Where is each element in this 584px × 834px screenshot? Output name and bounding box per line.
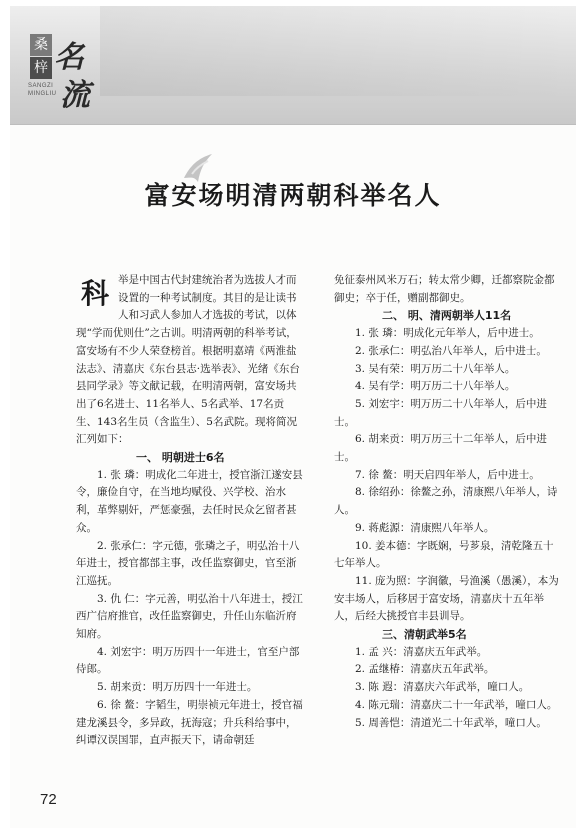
article-title: 富安场明清两朝科举名人: [144, 181, 442, 210]
list-item: 5. 刘宏宇：明万历二十八年举人，后中进士。: [334, 397, 547, 428]
column-english-line-2: MINGLIU: [28, 91, 57, 97]
list-item: 3. 仇 仁：字元善，明弘治十八年进士，授江西广信府推官，改任监察御史，升任山东临沂府知府。: [76, 592, 303, 641]
list-item: 3. 陈 遐：清嘉庆六年武举，噇口人。: [355, 681, 530, 694]
column-logo: [30, 34, 52, 80]
list-item: 6. 胡来贡：明万历三十二年举人，后中进士。: [334, 433, 547, 464]
list-item: 2. 张承仁：字元德，张璘之子，明弘治十八年进士，授官都部主事，改任监察御史，官至浙江巡抚。: [76, 539, 300, 587]
drop-cap: 科: [80, 277, 109, 310]
list-item: 10. 姜本德：字既娴，号芗泉，清乾隆五十七年举人。: [334, 539, 554, 570]
list-item: 4. 吴有学：明万历二十八年举人。: [355, 380, 516, 393]
section-heading-ming-jinshi: 一、 明朝进士6名: [136, 451, 225, 465]
list-item: 5. 周善恺：清道光二十年武举，噇口人。: [355, 716, 547, 729]
list-item: 3. 吴有荣：明万历二十八年举人。: [355, 362, 516, 375]
list-item: 11. 庞为照：字润徽，号渔溪（愚溪），本为安丰场人，后移居于富安场，清嘉庆十五年举人，后经大挑授官丰县训导。: [334, 574, 559, 623]
list-item: 7. 徐 鳌：明天启四年举人，后中进士。: [355, 468, 540, 481]
list-item: 8. 徐绍孙：徐鳌之孙，清康熙八年举人，诗人。: [334, 486, 558, 517]
intro-text: 举是中国古代封建统治者为选拔人才而设置的一种考试制度。其目的是让读书人和习武人参加人才选拔的考试，以体现“学而优则仕”之古训。明清两朝的科举考试，富安场有不少人荣登榜首。根据明嘉靖《两淮盐法志》、清嘉庆《东台县志·选举表》、光绪《东台县同学录》等文献记载，在明清两朝，富安场共出了6名进士、11名举人、5名武举、17名贡生、143名生员（含监生）、5名武院。现将简况汇列如下：: [76, 274, 300, 446]
continued-text: 免征泰州风米万石；转太常少卿，迁都察院金都御史；卒于任，赠副都御史。: [334, 274, 555, 304]
list-item: 1. 孟 兴：清嘉庆五年武举。: [355, 645, 488, 658]
right-column: [334, 272, 564, 732]
column-name-char-2: 流: [60, 78, 90, 113]
column-english-line-1: SANGZI: [28, 83, 54, 89]
list-item: 2. 张承仁：明弘治八年举人，后中进士。: [355, 344, 547, 357]
list-item: 5. 胡来贡：明万历四十一年进士。: [97, 681, 258, 694]
column-english-name: [28, 82, 57, 98]
list-item: 1. 张 璘：明成化二年进士，授官浙江遂安县令，廉俭自守，在当地均赋役、兴学校、治水利，革弊剔奸，严惩豪强，去任时民众乞留者甚众。: [76, 468, 303, 534]
magazine-page: [10, 6, 576, 828]
list-item: 2. 孟继椿：清嘉庆五年武举。: [355, 663, 495, 676]
intro-paragraph: [76, 272, 304, 449]
list-item: 6. 徐 鳌：字韬生，明崇祯元年进士，授官福建龙溪县令，多异政，抚海寇；升兵科给事中，纠谭汉误国罪，直声振天下，请命朝廷: [76, 698, 303, 747]
column-logo-char-2: 梓: [30, 57, 52, 79]
section-heading-wuju: 三、清朝武举5名: [382, 628, 467, 642]
left-column: [76, 272, 304, 750]
list-item: 1. 张 璘：明成化元年举人，后中进士。: [355, 327, 540, 340]
page-number: 72: [40, 791, 57, 808]
header-band: [10, 6, 576, 125]
section-heading-juren: 二、 明、清两朝举人11名: [382, 309, 512, 323]
column-name-char-1: 名: [54, 40, 84, 75]
list-item: 4. 陈元瑞：清嘉庆二十一年武举，噇口人。: [355, 698, 558, 711]
list-item: 4. 刘宏宇：明万历四十一年进士，官至户部侍郎。: [76, 645, 300, 676]
list-item: 9. 蒋彪源：清康熙八年举人。: [355, 521, 495, 534]
column-logo-char-1: 桑: [30, 34, 52, 56]
